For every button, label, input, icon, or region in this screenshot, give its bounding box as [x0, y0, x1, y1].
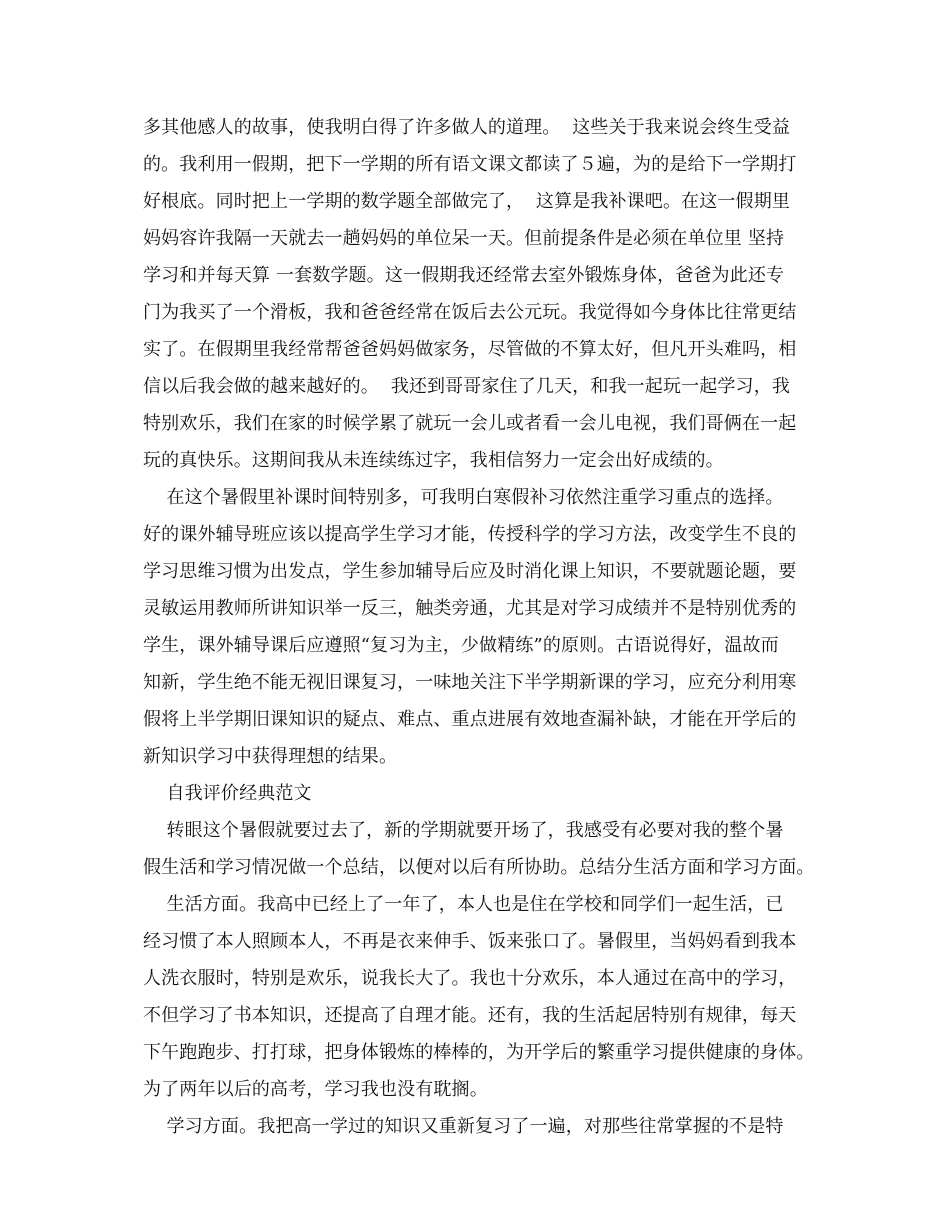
text-line: 假生活和学习情况做一个总结，以便对以后有所协助。总结分生活方面和学习方面。: [143, 857, 815, 878]
text-line: 学习和并每天算 一套数学题。这一假期我还经常去室外锻炼身体，爸爸为此还专: [143, 265, 785, 286]
text-line: 下午跑跑步、打打球，把身体锻炼的棒棒的，为开学后的繁重学习提供健康的身体。: [143, 1042, 815, 1063]
text-line: 好根底。同时把上一学期的数学题全部做完了， 这算是我补课吧。在这一假期里: [143, 191, 790, 212]
text-line: 特别欢乐，我们在家的时候学累了就玩一会儿或者看一会儿电视，我们哥俩在一起: [143, 413, 797, 434]
text-line: 知新，学生绝不能无视旧课复习，一味地关注下半学期新课的学习，应充分利用寒: [143, 672, 797, 693]
section-heading: 自我评价经典范文: [143, 783, 312, 804]
text-line: 学习思维习惯为出发点，学生参加辅导后应及时消化课上知识，不要就题论题，要: [143, 561, 797, 582]
text-line: 门为我买了一个滑板，我和爸爸经常在饭后去公元玩。我觉得如今身体比往常更结: [143, 302, 797, 323]
text-line: 多其他感人的故事，使我明白得了许多做人的道理。 这些关于我来说会终生受益: [143, 117, 790, 138]
text-line: 不但学习了书本知识，还提高了自理才能。还有，我的生活起居特别有规律，每天: [143, 1005, 797, 1026]
text-line: 好的课外辅导班应该以提高学生学习才能，传授科学的学习方法，改变学生不良的: [143, 524, 797, 545]
text-line: 的。我利用一假期，把下一学期的所有语文课文都读了５遍，为的是给下一学期打: [143, 154, 797, 175]
text-line: 实了。在假期里我经常帮爸爸妈妈做家务，尽管做的不算太好，但凡开头难吗，相: [143, 339, 797, 360]
text-line: 新知识学习中获得理想的结果。: [143, 746, 398, 767]
text-line: 妈妈容许我隔一天就去一趟妈妈的单位呆一天。但前提条件是必须在单位里 坚持: [143, 228, 785, 249]
text-line: 灵敏运用教师所讲知识举一反三，触类旁通，尤其是对学习成绩并不是特别优秀的: [143, 598, 797, 619]
text-line: 学习方面。我把高一学过的知识又重新复习了一遍，对那些往常掌握的不是特: [143, 1116, 784, 1137]
text-line: 生活方面。我高中已经上了一年了，本人也是住在学校和同学们一起生活，已: [143, 894, 784, 915]
text-line: 信以后我会做的越来越好的。 我还到哥哥家住了几天，和我一起玩一起学习，我: [143, 376, 790, 397]
text-line: 学生，课外辅导课后应遵照“复习为主，少做精练”的原则。古语说得好，温故而: [143, 635, 779, 656]
text-line: 人洗衣服时，特别是欢乐，说我长大了。我也十分欢乐，本人通过在高中的学习，: [143, 968, 797, 989]
text-line: 假将上半学期旧课知识的疑点、难点、重点进展有效地查漏补缺，才能在开学后的: [143, 709, 797, 730]
text-line: 为了两年以后的高考，学习我也没有耽搁。: [143, 1079, 488, 1100]
text-line: 在这个暑假里补课时间特别多，可我明白寒假补习依然注重学习重点的选择。: [143, 487, 784, 508]
text-line: 玩的真快乐。这期间我从未连续练过字，我相信努力一定会出好成绩的。: [143, 450, 724, 471]
text-line: 经习惯了本人照顾本人，不再是衣来伸手、饭来张口了。暑假里，当妈妈看到我本: [143, 931, 797, 952]
text-line: 转眼这个暑假就要过去了，新的学期就要开场了，我感受有必要对我的整个暑: [143, 820, 784, 841]
